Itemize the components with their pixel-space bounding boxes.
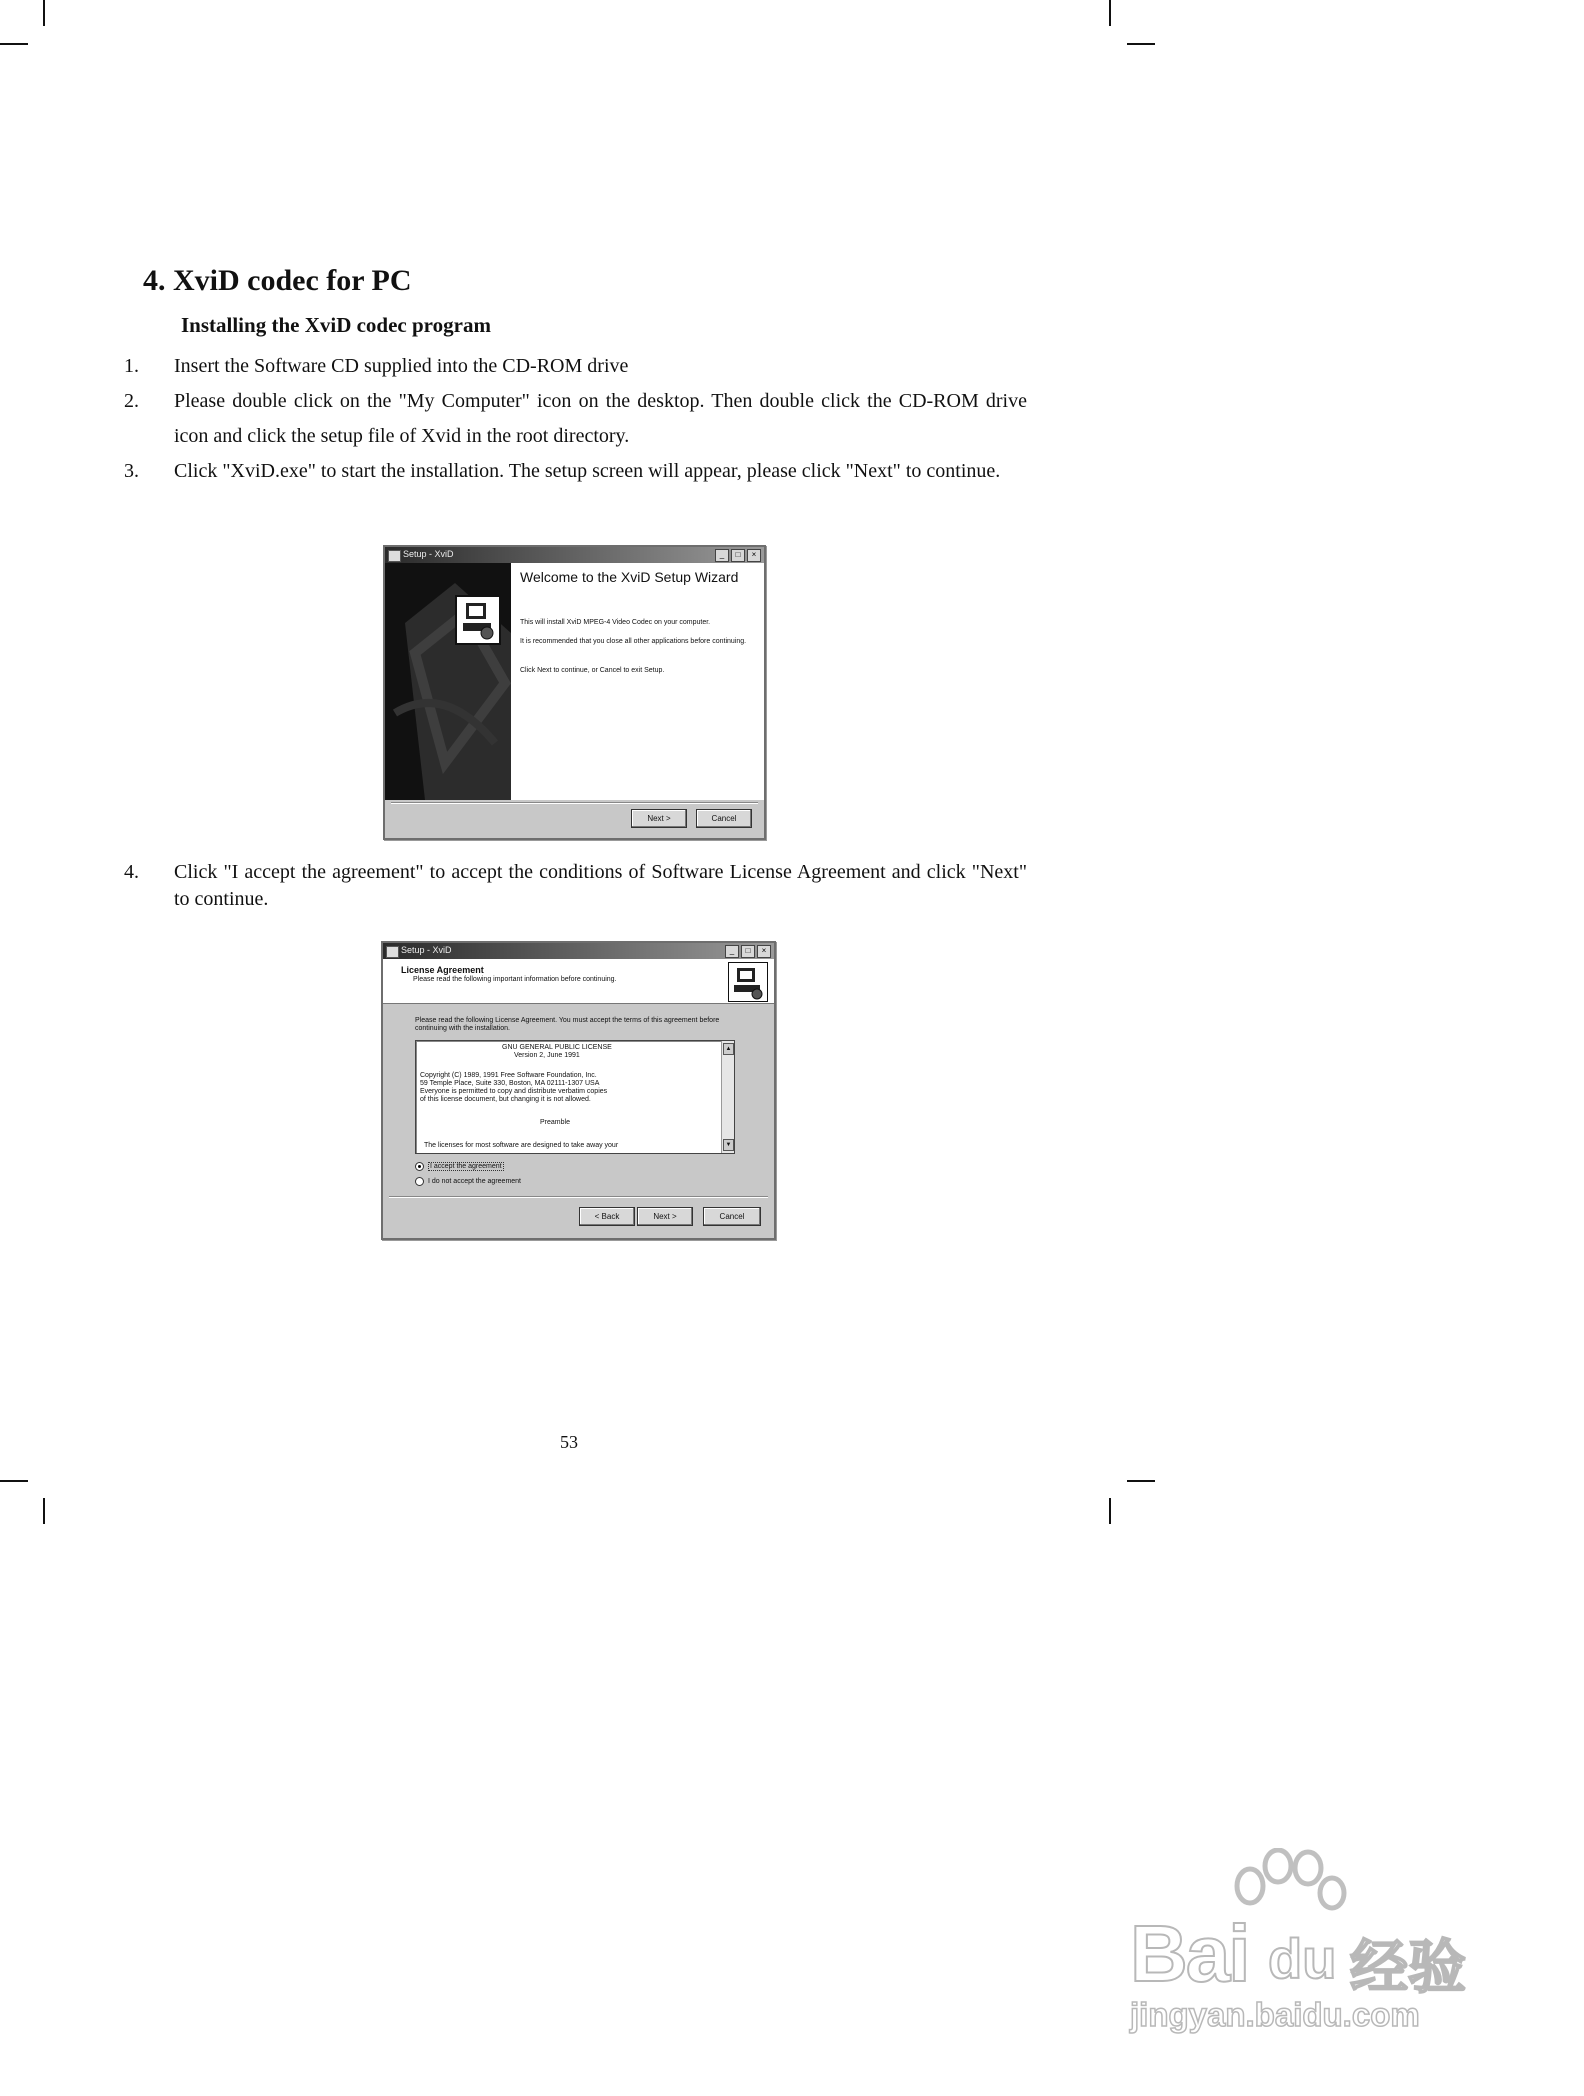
accept-radio-row[interactable] (415, 1162, 504, 1171)
watermark-brand-du: du (1268, 1927, 1337, 1990)
setup-window-icon (388, 550, 401, 562)
license-scrollbar[interactable] (721, 1041, 734, 1153)
license-line: Version 2, June 1991 (514, 1052, 580, 1059)
step-number: 2. (124, 390, 139, 412)
section-subtitle: Installing the XviD codec program (181, 313, 491, 337)
crop-mark (1127, 43, 1155, 45)
license-textbox[interactable] (415, 1040, 735, 1154)
scroll-up-icon[interactable]: ▲ (723, 1043, 734, 1055)
divider (391, 802, 758, 803)
wizard-header (383, 959, 774, 1004)
cancel-button[interactable]: Cancel (703, 1207, 761, 1226)
window-title: Setup - XviD (403, 549, 454, 559)
accept-radio[interactable] (415, 1162, 424, 1171)
license-line: The licenses for most software are designed to take away your (424, 1142, 619, 1149)
section-title: 4. XviD codec for PC (143, 264, 412, 297)
watermark-suffix: 经验 (1350, 1935, 1467, 2000)
step-number: 4. (124, 861, 139, 883)
setup-wizard-screenshot (383, 545, 766, 840)
welcome-text: This will install XviD MPEG-4 Video Codec on your computer. (520, 619, 711, 626)
step-number: 1. (124, 355, 139, 377)
maximize-icon[interactable]: □ (731, 549, 745, 562)
license-line: Everyone is permitted to copy and distribute verbatim copies (420, 1088, 608, 1095)
setup-computer-icon (455, 595, 501, 645)
minimize-icon[interactable]: _ (715, 549, 729, 562)
crop-mark (1109, 1498, 1111, 1524)
instruction-text: Please read the following License Agreement. You must accept the terms of this agreement before continuing with the installation. (415, 1017, 720, 1032)
crop-mark (1127, 1480, 1155, 1482)
divider (389, 1196, 768, 1197)
license-line: 59 Temple Place, Suite 330, Boston, MA 02111-1307 USA (420, 1080, 600, 1087)
next-button[interactable]: Next > (631, 809, 687, 828)
next-button[interactable]: Next > (637, 1207, 693, 1226)
window-titlebar (385, 547, 764, 563)
decline-radio[interactable] (415, 1177, 424, 1186)
wizard-side-graphic (385, 563, 511, 800)
license-line: Preamble (540, 1119, 570, 1126)
header-title: License Agreement (401, 965, 484, 975)
accept-label: I accept the agreement (430, 1163, 502, 1170)
license-line: of this license document, but changing it is not allowed. (420, 1096, 591, 1103)
step-text: Click "I accept the agreement" to accept the conditions of Software License Agreement and click "Next" to continue. (174, 861, 1027, 910)
step-text: Click "XviD.exe" to start the installation. The setup screen will appear, please click "Next" to continue. (174, 460, 1001, 482)
maximize-icon[interactable]: □ (741, 945, 755, 958)
watermark-url: jingyan.baidu.com (1130, 1996, 1420, 2033)
cancel-button[interactable]: Cancel (696, 809, 752, 828)
welcome-heading: Welcome to the XviD Setup Wizard (520, 569, 739, 585)
license-line: GNU GENERAL PUBLIC LICENSE (502, 1044, 612, 1051)
decline-label: I do not accept the agreement (428, 1178, 522, 1185)
crop-mark (1109, 0, 1111, 26)
scroll-down-icon[interactable]: ▼ (723, 1139, 734, 1151)
minimize-icon[interactable]: _ (725, 945, 739, 958)
back-button[interactable]: < Back (579, 1207, 635, 1226)
step-text: Insert the Software CD supplied into the CD-ROM drive (174, 355, 629, 377)
window-title: Setup - XviD (401, 945, 452, 955)
close-icon[interactable]: × (747, 549, 761, 562)
step-number: 3. (124, 460, 139, 482)
page-number: 53 (560, 1432, 578, 1452)
header-subtitle: Please read the following important information before continuing. (413, 976, 617, 983)
watermark-brand: Bai (1130, 1909, 1249, 1998)
setup-computer-icon (728, 962, 768, 1002)
close-icon[interactable]: × (757, 945, 771, 958)
crop-mark (43, 1498, 45, 1524)
step-text: Please double click on the "My Computer" icon on the desktop. Then double click the CD-ROM drive icon and click the setup file of Xvid in the root directory. (174, 390, 1027, 447)
crop-mark (0, 1480, 28, 1482)
welcome-text: It is recommended that you close all other applications before continuing. (520, 638, 747, 645)
baidu-watermark (1120, 1848, 1490, 2033)
crop-mark (43, 0, 45, 26)
welcome-text: Click Next to continue, or Cancel to exit Setup. (520, 667, 665, 674)
setup-window-icon (386, 946, 399, 958)
decline-radio-row[interactable] (415, 1177, 521, 1186)
window-titlebar (383, 943, 774, 959)
license-line: Copyright (C) 1989, 1991 Free Software Foundation, Inc. (420, 1072, 597, 1079)
wizard-content (511, 563, 764, 800)
license-agreement-screenshot (381, 941, 776, 1240)
crop-mark (0, 43, 28, 45)
